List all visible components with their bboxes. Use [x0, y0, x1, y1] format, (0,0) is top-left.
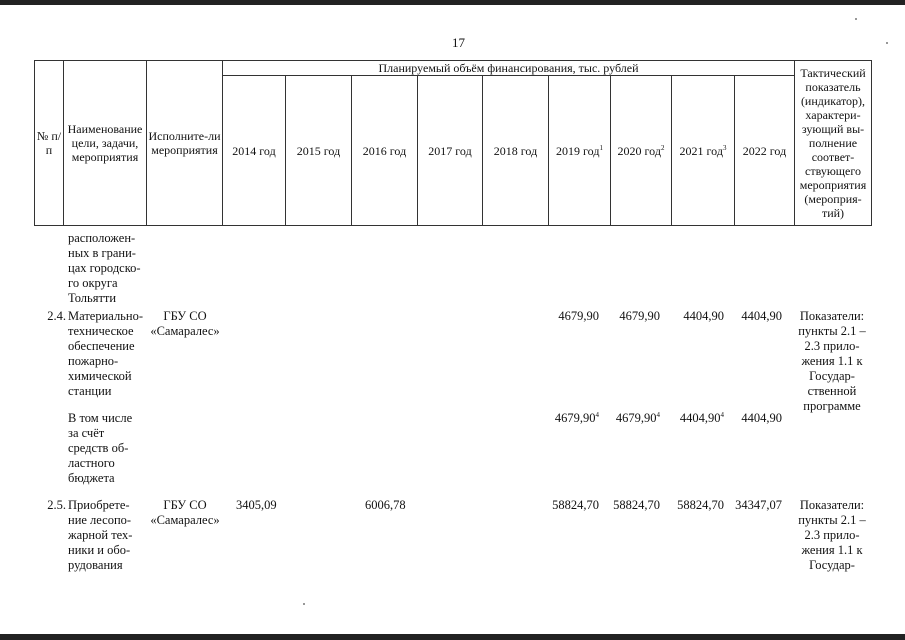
header-year: 2018 год — [483, 76, 549, 226]
header-year: 2020 год$^2$ — [611, 76, 672, 226]
row-value: 4404,90 — [741, 411, 782, 425]
row-value: 4679,90$^4$ — [615, 410, 660, 425]
row-name: В том числе за счёт средств об- ластного бюджета — [68, 411, 133, 485]
header-year: 2015 год — [286, 76, 352, 226]
header-table — [34, 60, 872, 226]
header-financing-group: Планируемый объём финансирования, тыс. рублей — [223, 61, 795, 76]
header-year: 2016 год — [352, 76, 418, 226]
header-year: 2017 год — [418, 76, 483, 226]
row-value: 3405,09 — [236, 498, 277, 512]
header-executor: Исполните-ли мероприятия — [147, 61, 223, 226]
row-value: 58824,70 — [677, 498, 724, 512]
bottom-border — [0, 634, 905, 640]
row-value: 4679,90 — [558, 309, 599, 323]
row-value: 58824,70 — [613, 498, 660, 512]
row-value: 4679,90$^4$ — [554, 410, 599, 425]
scan-speck — [886, 42, 888, 44]
row-number: 2.5. — [47, 498, 66, 512]
scan-speck — [855, 18, 857, 20]
row-value: 4404,90$^4$ — [679, 410, 724, 425]
row-name: Приобрете- ние лесопо- жарной тех- ники и обо- рудования — [68, 498, 133, 572]
row-value: 6006,78 — [365, 498, 406, 512]
header-year: 2014 год — [223, 76, 286, 226]
top-border — [0, 0, 905, 5]
row-executor: ГБУ СО «Самаралес» — [150, 309, 220, 338]
row-value: 58824,70 — [552, 498, 599, 512]
scan-speck — [303, 603, 305, 605]
header-year: 2021 год$^3$ — [672, 76, 735, 226]
row-number: 2.4. — [47, 309, 66, 323]
continuation-text: расположен- ных в грани- цах городско- го округа Тольятти — [68, 231, 141, 305]
row-value: 4404,90 — [741, 309, 782, 323]
header-name: Наименование цели, задачи, мероприятия — [64, 61, 147, 226]
header-year: 2019 год$^1$ — [549, 76, 611, 226]
header-year: 2022 год — [735, 76, 795, 226]
row-indicator: Показатели: пункты 2.1 – 2.3 прило- жения 1.1 к Государ- — [798, 498, 866, 572]
header-indicator: Тактический показатель (индикатор), характери-зующий вы-полнение соответ-ствующего мероприятия (мероприя-тий) — [795, 61, 872, 226]
row-value: 4404,90 — [683, 309, 724, 323]
row-value: 4679,90 — [619, 309, 660, 323]
row-executor: ГБУ СО «Самаралес» — [150, 498, 220, 527]
row-indicator: Показатели: пункты 2.1 – 2.3 прило- жения 1.1 к Государ- ственной программе — [798, 309, 866, 413]
row-value: 34347,07 — [735, 498, 782, 512]
page-number: 17 — [452, 35, 465, 50]
row-name: Материально- техническое обеспечение пожарно- химической станции — [68, 309, 143, 398]
header-num: № п/п — [35, 61, 64, 226]
